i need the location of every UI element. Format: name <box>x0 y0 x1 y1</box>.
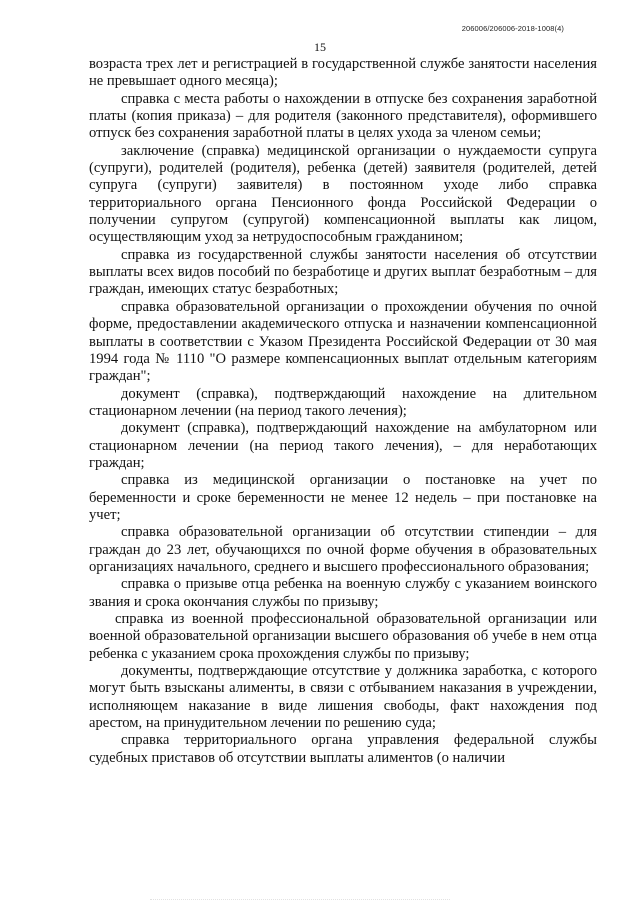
paragraph-4: справка из государственной службы занятости населения об отсутствии выплаты всех видов пособий по безработице и других выплат безработным – для граждан, имеющих статус безработных; <box>89 246 597 298</box>
paragraph-8: справка из медицинской организации о постановке на учет по беременности и сроке беременности не менее 12 недель – при постановке на учет; <box>89 472 597 523</box>
paragraph-6: документ (справка), подтверждающий нахождение на длительном стационарном лечении (на период такого лечения); <box>89 385 597 419</box>
paragraph-5: справка образовательной организации о прохождении обучения по очной форме, предоставлении академического отпуска и назначении компенсационной выплаты в соответствии с Указом Президента Российской Федерации от 30 мая 1994 года № 1110 "О размере компенсационных выплат отдельным категориям граждан"; <box>89 298 597 385</box>
paragraph-10: справка о призыве отца ребенка на военную службу с указанием воинского звания и срока окончания службы по призыву; <box>89 576 597 610</box>
paragraph-3: заключение (справка) медицинской организации о нуждаемости супруга (супруги), родителей (родителя), ребенка (детей) заявителя (родителей, детей супруга (супруги) заявителя) в постоянном уходе либо справка территориального органа Пенсионного фонда Российской Федерации о получении супругом (супругой) компенсационной выплаты как лицом, осуществляющим уход за нетрудоспособным гражданином; <box>89 142 597 246</box>
paragraph-9: справка образовательной организации об отсутствии стипендии – для граждан до 23 лет, обучающихся по очной форме обучения в образовательных организациях начального, среднего и высшего профессионального образования; <box>89 524 597 575</box>
page-number: 15 <box>314 40 326 54</box>
document-id: 206006/206006-2018-1008(4) <box>461 24 564 33</box>
paragraph-12: документы, подтверждающие отсутствие у должника заработка, с которого могут быть взысканы алименты, в связи с отбыванием наказания в учреждении, исполняющем наказание в виде лишения свободы, факт нахождения под арестом, на принудительном лечении по решению суда; <box>89 663 597 732</box>
paragraph-1: возраста трех лет и регистрацией в государственной службе занятости населения не превышает одного месяца); <box>89 56 597 90</box>
paragraph-2: справка с места работы о нахождении в отпуске без сохранения заработной платы (копия приказа) – для родителя (законного представителя), оформившего отпуск без сохранения заработной платы в целях ухода за членом семьи; <box>89 90 597 142</box>
paragraph-13: справка территориального органа управления федеральной службы судебных приставов об отсутствии выплаты алиментов (о наличии <box>89 732 597 766</box>
paragraph-7: документ (справка), подтверждающий нахождение на амбулаторном или стационарном лечении (на период такого лечения), – для неработающих граждан; <box>89 420 597 471</box>
scan-artifact-divider <box>150 899 450 903</box>
document-body <box>89 56 597 767</box>
paragraph-11: справка из военной профессиональной образовательной организации или военной образовательной организации высшего образования об учебе в нем отца ребенка с указанием срока прохождения службы по призыву; <box>89 611 597 662</box>
